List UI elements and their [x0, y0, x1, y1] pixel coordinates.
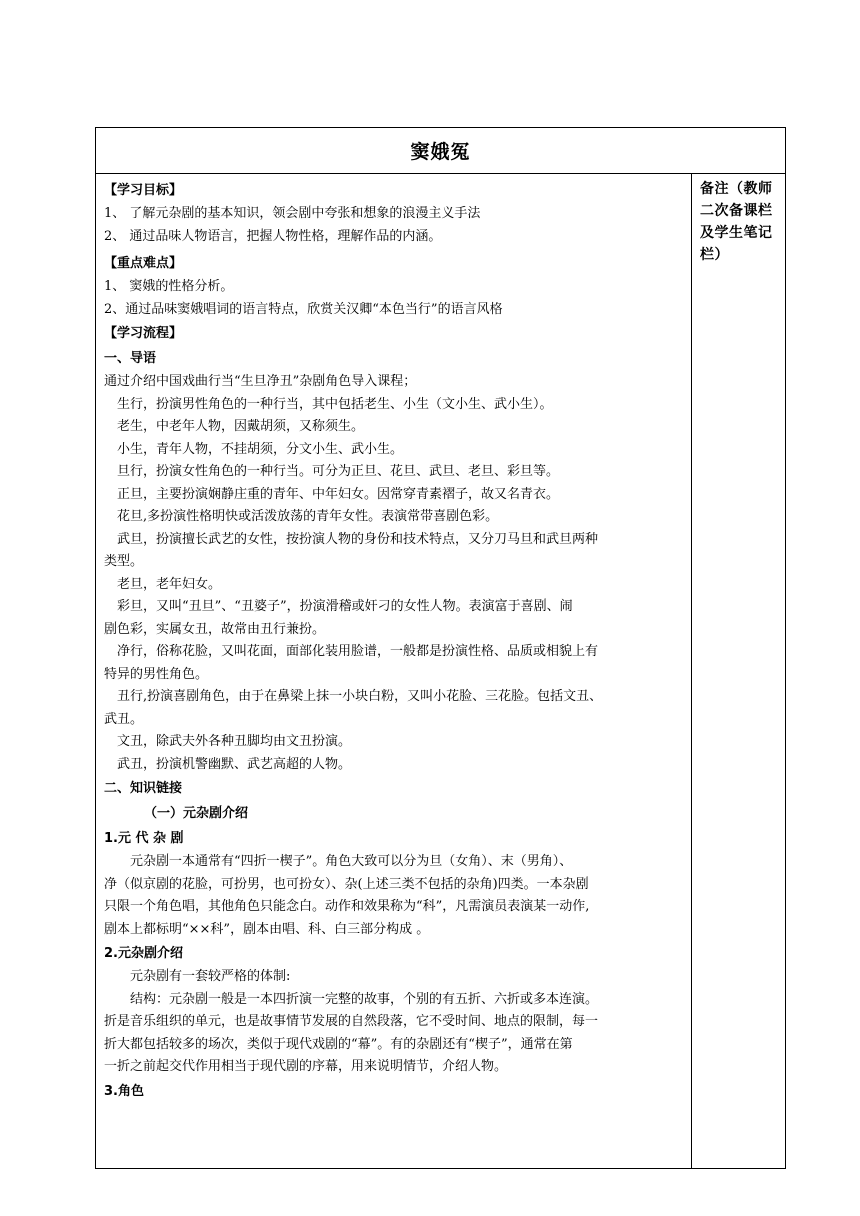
intro-line: 武丑，扮演机警幽默、武艺高超的人物。 — [117, 756, 352, 772]
intro-line: 特异的男性角色。 — [104, 666, 209, 682]
keypoints-heading: 【重点难点】 — [104, 256, 183, 271]
notes-header-line: 栏） — [700, 247, 729, 263]
objective-item: 1、 了解元杂剧的基本知识，领会剧中夸张和想象的浪漫主义手法 — [104, 206, 481, 221]
intro-line: 老生，中老年人物，因戴胡须，又称须生。 — [117, 419, 365, 434]
intro-line: 花旦,多扮演性格明快或活泼放荡的青年女性。表演常带喜剧色彩。 — [117, 509, 499, 524]
intro-line: 小生，青年人物，不挂胡须，分文小生、武小生。 — [117, 441, 404, 457]
notes-header-line: 二次备课栏 — [700, 203, 773, 219]
yuan-drama-line: 净（似京剧的花脸，可扮男，也可扮女）、杂(上述三类不包括的杂角)四类。一本杂剧 — [104, 876, 589, 892]
intro-line: 武旦，扮演擅长武艺的女性，按扮演人物的身份和技术特点，又分刀马旦和武旦两种 — [117, 531, 599, 547]
knowledge-subheading: （一）元杂剧介绍 — [144, 806, 249, 821]
yuan-intro-line: 折大都包括较多的场次，类似于现代戏剧的“幕”。有的杂剧还有“楔子”，通常在第 — [104, 1036, 573, 1052]
intro-line: 剧色彩，实属女丑，故常由丑行兼扮。 — [104, 621, 326, 637]
yuan-drama-line: 只限一个角色唱，其他角色只能念白。动作和效果称为“科”，凡需演员表演某一动作, — [104, 899, 590, 914]
yuan-intro-line: 元杂剧有一套较严格的体制: — [130, 969, 291, 984]
notes-header-line: 备注（教师 — [700, 181, 773, 197]
yuan-drama-line: 剧本上都标明“××科”，剧本由唱、科、白三部分构成 。 — [104, 921, 430, 937]
intro-heading: 一、导语 — [104, 351, 157, 366]
intro-line: 老旦，老年妇女。 — [117, 576, 222, 592]
knowledge-heading: 二、知识链接 — [104, 781, 183, 796]
yuan-intro-line: 结构：元杂剧一般是一本四折演一完整的故事，个别的有五折、六折或多本连演。 — [130, 991, 599, 1007]
notes-cell — [692, 174, 785, 1168]
yuan-intro-line: 一折之前起交代作用相当于现代剧的序幕，用来说明情节，介绍人物。 — [104, 1059, 508, 1074]
notes-header-line: 及学生笔记 — [700, 225, 773, 241]
intro-line: 通过介绍中国戏曲行当“生旦净丑”杂剧角色导入课程； — [104, 374, 417, 389]
keypoint-item: 2、通过品味窦娥唱词的语言特点，欣赏关汉卿“本色当行”的语言风格 — [104, 301, 503, 317]
keypoint-item: 1、 窦娥的性格分析。 — [104, 279, 234, 294]
roles-heading: 3.角色 — [104, 1083, 144, 1099]
intro-line: 净行，俗称花脸，又叫花面，面部化装用脸谱，一般都是扮演性格、品质或相貌上有 — [117, 644, 599, 659]
content-cell — [96, 174, 692, 1168]
intro-line: 武丑。 — [104, 711, 144, 727]
intro-line: 正旦，主要扮演娴静庄重的青年、中年妇女。因常穿青素褶子，故又名青衣。 — [117, 486, 560, 502]
yuan-drama-heading: 1.元 代 杂 剧 — [104, 831, 184, 846]
yuan-intro-line: 折是音乐组织的单元，也是故事情节发展的自然段落，它不受时间、地点的限制，每一 — [104, 1014, 599, 1029]
objectives-heading: 【学习目标】 — [104, 183, 183, 198]
objective-item: 2、 通过品味人物语言，把握人物性格，理解作品的内涵。 — [104, 228, 442, 244]
intro-line: 丑行,扮演喜剧角色，由于在鼻梁上抹一小块白粉，又叫小花脸、三花脸。包括文丑、 — [117, 689, 603, 704]
yuan-intro-heading: 2.元杂剧介绍 — [104, 946, 183, 961]
yuan-drama-line: 元杂剧一本通常有“四折一楔子”。角色大致可以分为旦（女角）、末（男角）、 — [130, 854, 573, 869]
intro-line: 彩旦，又叫“丑旦”、“丑婆子”，扮演滑稽或奸刁的女性人物。表演富于喜剧、闹 — [117, 599, 573, 614]
process-heading: 【学习流程】 — [104, 326, 183, 341]
intro-line: 生行，扮演男性角色的一种行当，其中包括老生、小生（文小生、武小生）。 — [117, 396, 553, 412]
title-row — [96, 128, 785, 174]
document-title: 窦娥冤 — [410, 141, 471, 163]
intro-line: 类型。 — [104, 554, 144, 569]
intro-line: 文丑，除武夫外各种丑脚均由文丑扮演。 — [117, 734, 352, 749]
lesson-plan-table — [95, 127, 786, 1169]
intro-line: 旦行，扮演女性角色的一种行当。可分为正旦、花旦、武旦、老旦、彩旦等。 — [117, 464, 560, 479]
